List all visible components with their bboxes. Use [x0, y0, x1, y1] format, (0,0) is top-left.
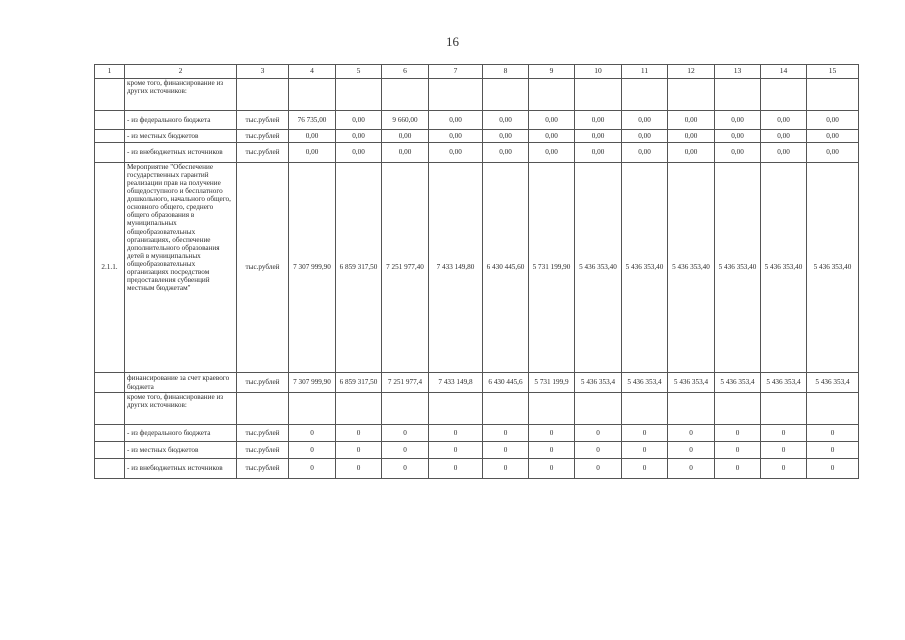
unit-cell: тыс.рублей [237, 130, 289, 143]
value-cell: 5 436 353,40 [622, 163, 668, 373]
column-number-header: 6 [382, 65, 429, 79]
value-cell [715, 393, 761, 425]
value-cell: 0,00 [807, 130, 859, 143]
value-cell: 5 436 353,4 [715, 373, 761, 393]
value-cell: 0 [807, 425, 859, 442]
column-number-header: 1 [95, 65, 125, 79]
value-cell [429, 79, 483, 111]
column-number-header: 10 [575, 65, 622, 79]
row-number-cell [95, 143, 125, 163]
value-cell: 5 436 353,40 [575, 163, 622, 373]
value-cell: 0 [622, 425, 668, 442]
value-cell: 0 [382, 425, 429, 442]
value-cell: 0 [382, 442, 429, 459]
table-row [95, 79, 859, 111]
value-cell: 0 [336, 459, 382, 479]
value-cell: 0 [289, 459, 336, 479]
value-cell: 0,00 [336, 111, 382, 130]
value-cell: 0,00 [483, 130, 529, 143]
value-cell: 0 [382, 459, 429, 479]
value-cell: 0,00 [429, 130, 483, 143]
value-cell: 7 433 149,8 [429, 373, 483, 393]
value-cell [529, 79, 575, 111]
column-number-header: 12 [668, 65, 715, 79]
value-cell: 5 436 353,40 [807, 163, 859, 373]
row-number-cell [95, 111, 125, 130]
value-cell: 5 436 353,4 [622, 373, 668, 393]
value-cell: 6 430 445,60 [483, 163, 529, 373]
value-cell: 5 436 353,40 [761, 163, 807, 373]
row-label-cell: - из федерального бюджета [125, 425, 237, 442]
table-row [95, 111, 859, 130]
value-cell: 0 [429, 425, 483, 442]
value-cell: 0,00 [429, 111, 483, 130]
row-label-cell: Мероприятие "Обеспечение государственных гарантий реализации прав на получение общедоступного и бесплатного дошкольного, начального общего, основного общего, среднего общего образования в муниципальных общеобразовательных организациях, обеспечение дополнительного образования детей в муниципальных общеобразовательных организациях посредством предоставления субвенций местным бюджетам" [125, 163, 237, 373]
value-cell [483, 393, 529, 425]
value-cell: 0,00 [761, 130, 807, 143]
value-cell: 0,00 [622, 143, 668, 163]
value-cell [429, 393, 483, 425]
value-cell: 0,00 [289, 143, 336, 163]
value-cell: 5 436 353,4 [575, 373, 622, 393]
value-cell [529, 393, 575, 425]
value-cell: 0,00 [761, 111, 807, 130]
value-cell: 9 660,00 [382, 111, 429, 130]
value-cell: 0 [289, 442, 336, 459]
value-cell: 0 [715, 459, 761, 479]
column-number-header: 8 [483, 65, 529, 79]
value-cell [336, 393, 382, 425]
value-cell: 0,00 [336, 143, 382, 163]
table-header-row [95, 65, 859, 79]
row-label-cell: кроме того, финансирование из других источников: [125, 393, 237, 425]
value-cell: 5 436 353,40 [668, 163, 715, 373]
column-number-header: 7 [429, 65, 483, 79]
value-cell: 0 [289, 425, 336, 442]
value-cell: 0,00 [483, 111, 529, 130]
table-row [95, 459, 859, 479]
value-cell [575, 79, 622, 111]
value-cell: 0,00 [529, 143, 575, 163]
column-number-header: 3 [237, 65, 289, 79]
unit-cell: тыс.рублей [237, 459, 289, 479]
value-cell: 0,00 [483, 143, 529, 163]
value-cell: 0 [336, 442, 382, 459]
value-cell: 0,00 [575, 143, 622, 163]
value-cell: 0 [483, 442, 529, 459]
unit-cell: тыс.рублей [237, 373, 289, 393]
value-cell: 7 307 999,90 [289, 373, 336, 393]
row-number-cell [95, 130, 125, 143]
column-number-header: 14 [761, 65, 807, 79]
column-number-header: 13 [715, 65, 761, 79]
row-number-cell [95, 425, 125, 442]
value-cell: 7 433 149,80 [429, 163, 483, 373]
value-cell: 0,00 [382, 130, 429, 143]
value-cell: 0 [575, 459, 622, 479]
value-cell [807, 393, 859, 425]
value-cell [289, 393, 336, 425]
value-cell: 0 [529, 459, 575, 479]
row-label-cell: кроме того, финансирование из других источников: [125, 79, 237, 111]
column-number-header: 5 [336, 65, 382, 79]
value-cell: 0,00 [668, 143, 715, 163]
column-number-header: 9 [529, 65, 575, 79]
value-cell: 6 859 317,50 [336, 163, 382, 373]
value-cell: 0 [336, 425, 382, 442]
value-cell: 6 430 445,6 [483, 373, 529, 393]
value-cell: 0,00 [761, 143, 807, 163]
page-number: 16 [446, 34, 459, 49]
value-cell: 0 [529, 425, 575, 442]
row-label-cell: - из местных бюджетов [125, 130, 237, 143]
value-cell: 7 251 977,4 [382, 373, 429, 393]
value-cell: 7 251 977,40 [382, 163, 429, 373]
value-cell [668, 393, 715, 425]
value-cell: 0,00 [529, 130, 575, 143]
row-label-cell: - из федерального бюджета [125, 111, 237, 130]
value-cell [382, 79, 429, 111]
value-cell [483, 79, 529, 111]
value-cell [622, 393, 668, 425]
table-row [95, 163, 859, 373]
value-cell: 0,00 [715, 143, 761, 163]
value-cell: 0 [575, 425, 622, 442]
row-number-cell [95, 442, 125, 459]
value-cell: 0 [807, 459, 859, 479]
value-cell [668, 79, 715, 111]
value-cell [807, 79, 859, 111]
value-cell [289, 79, 336, 111]
value-cell [575, 393, 622, 425]
column-number-header: 11 [622, 65, 668, 79]
value-cell: 0,00 [622, 111, 668, 130]
value-cell: 0,00 [575, 111, 622, 130]
value-cell [761, 79, 807, 111]
value-cell: 5 436 353,4 [761, 373, 807, 393]
value-cell: 0 [483, 425, 529, 442]
value-cell: 0 [429, 442, 483, 459]
value-cell: 5 731 199,90 [529, 163, 575, 373]
row-label-cell: финансирование за счет краевого бюджета [125, 373, 237, 393]
value-cell: 0 [483, 459, 529, 479]
value-cell: 5 731 199,9 [529, 373, 575, 393]
value-cell [382, 393, 429, 425]
value-cell: 0 [622, 442, 668, 459]
value-cell: 0 [429, 459, 483, 479]
row-label-cell: - из местных бюджетов [125, 442, 237, 459]
unit-cell [237, 393, 289, 425]
row-number-cell [95, 79, 125, 111]
value-cell: 0 [668, 425, 715, 442]
value-cell: 0,00 [382, 143, 429, 163]
value-cell: 0,00 [529, 111, 575, 130]
unit-cell: тыс.рублей [237, 163, 289, 373]
unit-cell: тыс.рублей [237, 425, 289, 442]
value-cell: 5 436 353,40 [715, 163, 761, 373]
value-cell: 0,00 [807, 111, 859, 130]
value-cell: 76 735,00 [289, 111, 336, 130]
value-cell: 0,00 [807, 143, 859, 163]
column-number-header: 2 [125, 65, 237, 79]
value-cell: 6 859 317,50 [336, 373, 382, 393]
value-cell: 0 [761, 459, 807, 479]
value-cell [761, 393, 807, 425]
unit-cell [237, 79, 289, 111]
row-label-cell: - из внебюджетных источников [125, 143, 237, 163]
value-cell: 0 [575, 442, 622, 459]
value-cell: 0 [668, 442, 715, 459]
row-label-cell: - из внебюджетных источников [125, 459, 237, 479]
unit-cell: тыс.рублей [237, 442, 289, 459]
table-row [95, 373, 859, 393]
value-cell: 0 [761, 442, 807, 459]
row-number-cell [95, 393, 125, 425]
column-number-header: 15 [807, 65, 859, 79]
table-row [95, 442, 859, 459]
value-cell: 0,00 [289, 130, 336, 143]
table-row [95, 393, 859, 425]
column-number-header: 4 [289, 65, 336, 79]
value-cell: 0,00 [715, 130, 761, 143]
value-cell: 5 436 353,4 [668, 373, 715, 393]
value-cell: 0,00 [622, 130, 668, 143]
value-cell: 0 [807, 442, 859, 459]
unit-cell: тыс.рублей [237, 143, 289, 163]
value-cell: 0,00 [668, 111, 715, 130]
value-cell: 0,00 [429, 143, 483, 163]
budget-table [94, 64, 859, 479]
value-cell: 0 [761, 425, 807, 442]
unit-cell: тыс.рублей [237, 111, 289, 130]
value-cell: 5 436 353,4 [807, 373, 859, 393]
value-cell: 0,00 [336, 130, 382, 143]
row-number-cell: 2.1.1. [95, 163, 125, 373]
table-row [95, 425, 859, 442]
value-cell [715, 79, 761, 111]
value-cell: 0 [715, 442, 761, 459]
value-cell [336, 79, 382, 111]
table-row [95, 143, 859, 163]
row-number-cell [95, 373, 125, 393]
table-row [95, 130, 859, 143]
value-cell: 0 [622, 459, 668, 479]
value-cell: 0 [668, 459, 715, 479]
value-cell: 0 [529, 442, 575, 459]
value-cell: 7 307 999,90 [289, 163, 336, 373]
value-cell: 0,00 [715, 111, 761, 130]
row-number-cell [95, 459, 125, 479]
value-cell: 0,00 [668, 130, 715, 143]
value-cell: 0 [715, 425, 761, 442]
value-cell [622, 79, 668, 111]
value-cell: 0,00 [575, 130, 622, 143]
